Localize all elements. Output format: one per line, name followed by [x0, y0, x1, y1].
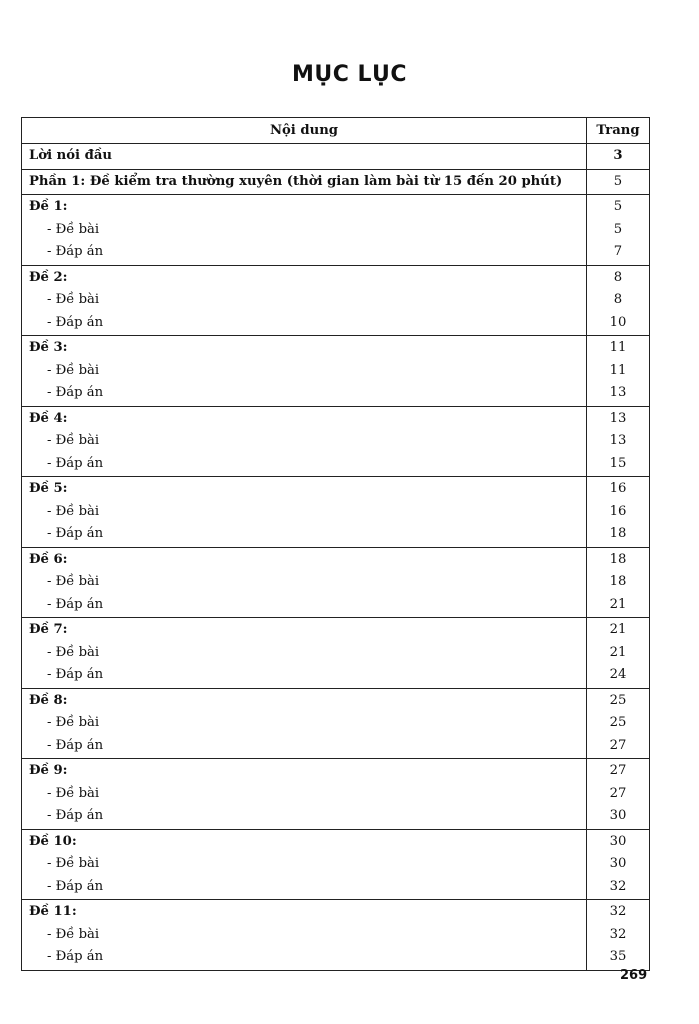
toc-row	[22, 144, 650, 170]
toc-subentry-page: 8	[613, 292, 623, 307]
toc-subentry-page: 30	[609, 808, 627, 823]
toc-entry-cell	[22, 336, 587, 407]
toc-subentry-page: 15	[609, 455, 627, 471]
toc-row	[22, 829, 650, 900]
toc-entry-page: 16	[609, 481, 627, 496]
toc-row	[22, 195, 650, 266]
toc-page-cell	[587, 169, 650, 195]
toc-entry-cell	[22, 618, 587, 689]
toc-body	[22, 144, 650, 971]
toc-subentry-page: 7	[613, 244, 623, 259]
toc-subentry-page: 27	[609, 737, 627, 753]
toc-row	[22, 759, 650, 830]
toc-subentry-label: - Đề bài	[47, 856, 100, 871]
toc-entry-page: 18	[609, 551, 627, 567]
toc-entry-title: Đề 11:	[29, 904, 77, 919]
toc-entry-page: 27	[609, 763, 627, 778]
toc-subentry-page: 13	[609, 385, 627, 400]
toc-entry-title: Đề 6:	[29, 551, 68, 567]
toc-row	[22, 169, 650, 195]
toc-table	[21, 117, 650, 971]
toc-row	[22, 618, 650, 689]
toc-subentry-label: - Đáp án	[47, 455, 104, 471]
toc-subentry-label: - Đáp án	[47, 385, 104, 400]
toc-entry-page: 8	[613, 269, 623, 285]
toc-subentry-label: - Đáp án	[47, 949, 104, 964]
toc-row	[22, 406, 650, 477]
toc-entry-title: Lời nói đầu	[29, 148, 113, 163]
toc-subentry-label: - Đề bài	[47, 362, 100, 378]
toc-subentry-page: 13	[609, 433, 627, 448]
toc-subentry-page: 35	[609, 949, 627, 964]
toc-row	[22, 336, 650, 407]
toc-subentry-label: - Đáp án	[47, 526, 104, 541]
toc-subentry-page: 11	[609, 362, 627, 378]
toc-subentry-label: - Đề bài	[47, 221, 100, 237]
toc-subentry-label: - Đề bài	[47, 433, 100, 448]
page-column-header: Trang	[587, 118, 650, 144]
toc-subentry-label: - Đáp án	[47, 596, 104, 612]
toc-subentry-label: - Đáp án	[47, 314, 104, 330]
content-column-header: Nội dung	[22, 118, 587, 144]
toc-entry-page: 25	[609, 692, 627, 708]
toc-entry-cell	[22, 547, 587, 618]
toc-subentry-page: 32	[609, 926, 627, 942]
toc-entry-title: Đề 2:	[29, 269, 68, 285]
toc-page-cell	[587, 477, 650, 548]
toc-entry-page: 13	[609, 410, 627, 426]
toc-entry-cell	[22, 759, 587, 830]
toc-subentry-label: - Đáp án	[47, 878, 104, 894]
toc-subentry-label: - Đáp án	[47, 667, 104, 682]
toc-page-cell	[587, 406, 650, 477]
toc-entry-page: 11	[609, 340, 627, 355]
toc-entry-page: 32	[609, 904, 627, 919]
toc-entry-title: Đề 8:	[29, 692, 68, 708]
toc-page-cell	[587, 144, 650, 170]
toc-subentry-page: 25	[609, 715, 627, 730]
toc-subentry-label: - Đề bài	[47, 292, 100, 307]
toc-subentry-label: - Đề bài	[47, 644, 100, 660]
toc-page-cell	[587, 195, 650, 266]
toc-entry-title: Đề 1:	[29, 199, 68, 214]
toc-row	[22, 265, 650, 336]
toc-page-cell	[587, 759, 650, 830]
toc-entry-title: Đề 3:	[29, 340, 68, 355]
toc-subentry-page: 10	[609, 314, 627, 330]
toc-header-row	[22, 118, 650, 144]
toc-entry-cell	[22, 477, 587, 548]
toc-entry-page: 21	[609, 622, 627, 637]
toc-entry-title: Đề 4:	[29, 410, 68, 426]
page-title: MỤC LỤC	[291, 62, 408, 87]
toc-subentry-page: 5	[613, 221, 623, 237]
toc-entry-page: 5	[613, 173, 623, 189]
toc-entry-cell	[22, 829, 587, 900]
toc-row	[22, 477, 650, 548]
toc-subentry-label: - Đề bài	[47, 926, 100, 942]
toc-page-cell	[587, 900, 650, 971]
toc-subentry-page: 18	[609, 526, 627, 541]
toc-entry-title: Đề 5:	[29, 481, 68, 496]
toc-subentry-page: 24	[609, 667, 627, 682]
toc-page-cell	[587, 688, 650, 759]
toc-subentry-label: - Đề bài	[47, 715, 100, 730]
toc-subentry-page: 32	[609, 878, 627, 894]
toc-entry-title: Phần 1: Đề kiểm tra thường xuyên (thời gian làm bài từ 15 đến 20 phút)	[29, 173, 563, 189]
toc-page-cell	[587, 618, 650, 689]
toc-entry-cell	[22, 688, 587, 759]
toc-subentry-label: - Đáp án	[47, 808, 104, 823]
toc-subentry-label: - Đáp án	[47, 244, 104, 259]
toc-subentry-label: - Đề bài	[47, 785, 100, 801]
toc-entry-cell	[22, 195, 587, 266]
toc-subentry-label: - Đáp án	[47, 737, 104, 753]
toc-subentry-page: 21	[609, 644, 627, 660]
toc-subentry-page: 27	[609, 785, 627, 801]
toc-entry-title: Đề 7:	[29, 622, 68, 637]
toc-entry-cell	[22, 169, 587, 195]
toc-entry-cell	[22, 265, 587, 336]
toc-row	[22, 900, 650, 971]
toc-row	[22, 688, 650, 759]
toc-page-cell	[587, 336, 650, 407]
toc-subentry-label: - Đề bài	[47, 503, 100, 519]
toc-subentry-page: 21	[609, 596, 627, 612]
toc-subentry-page: 16	[609, 503, 627, 519]
toc-entry-page: 30	[609, 833, 627, 849]
toc-entry-cell	[22, 900, 587, 971]
toc-row	[22, 547, 650, 618]
toc-page-cell	[587, 829, 650, 900]
toc-subentry-label: - Đề bài	[47, 574, 100, 589]
toc-entry-title: Đề 10:	[29, 833, 77, 849]
toc-entry-page: 5	[613, 199, 623, 214]
toc-entry-cell	[22, 144, 587, 170]
toc-page-cell	[587, 547, 650, 618]
page-number: 269	[620, 968, 648, 983]
toc-entry-cell	[22, 406, 587, 477]
toc-subentry-page: 30	[609, 856, 627, 871]
toc-subentry-page: 18	[609, 574, 627, 589]
toc-page-cell	[587, 265, 650, 336]
toc-entry-title: Đề 9:	[29, 763, 68, 778]
toc-entry-page: 3	[613, 148, 623, 163]
